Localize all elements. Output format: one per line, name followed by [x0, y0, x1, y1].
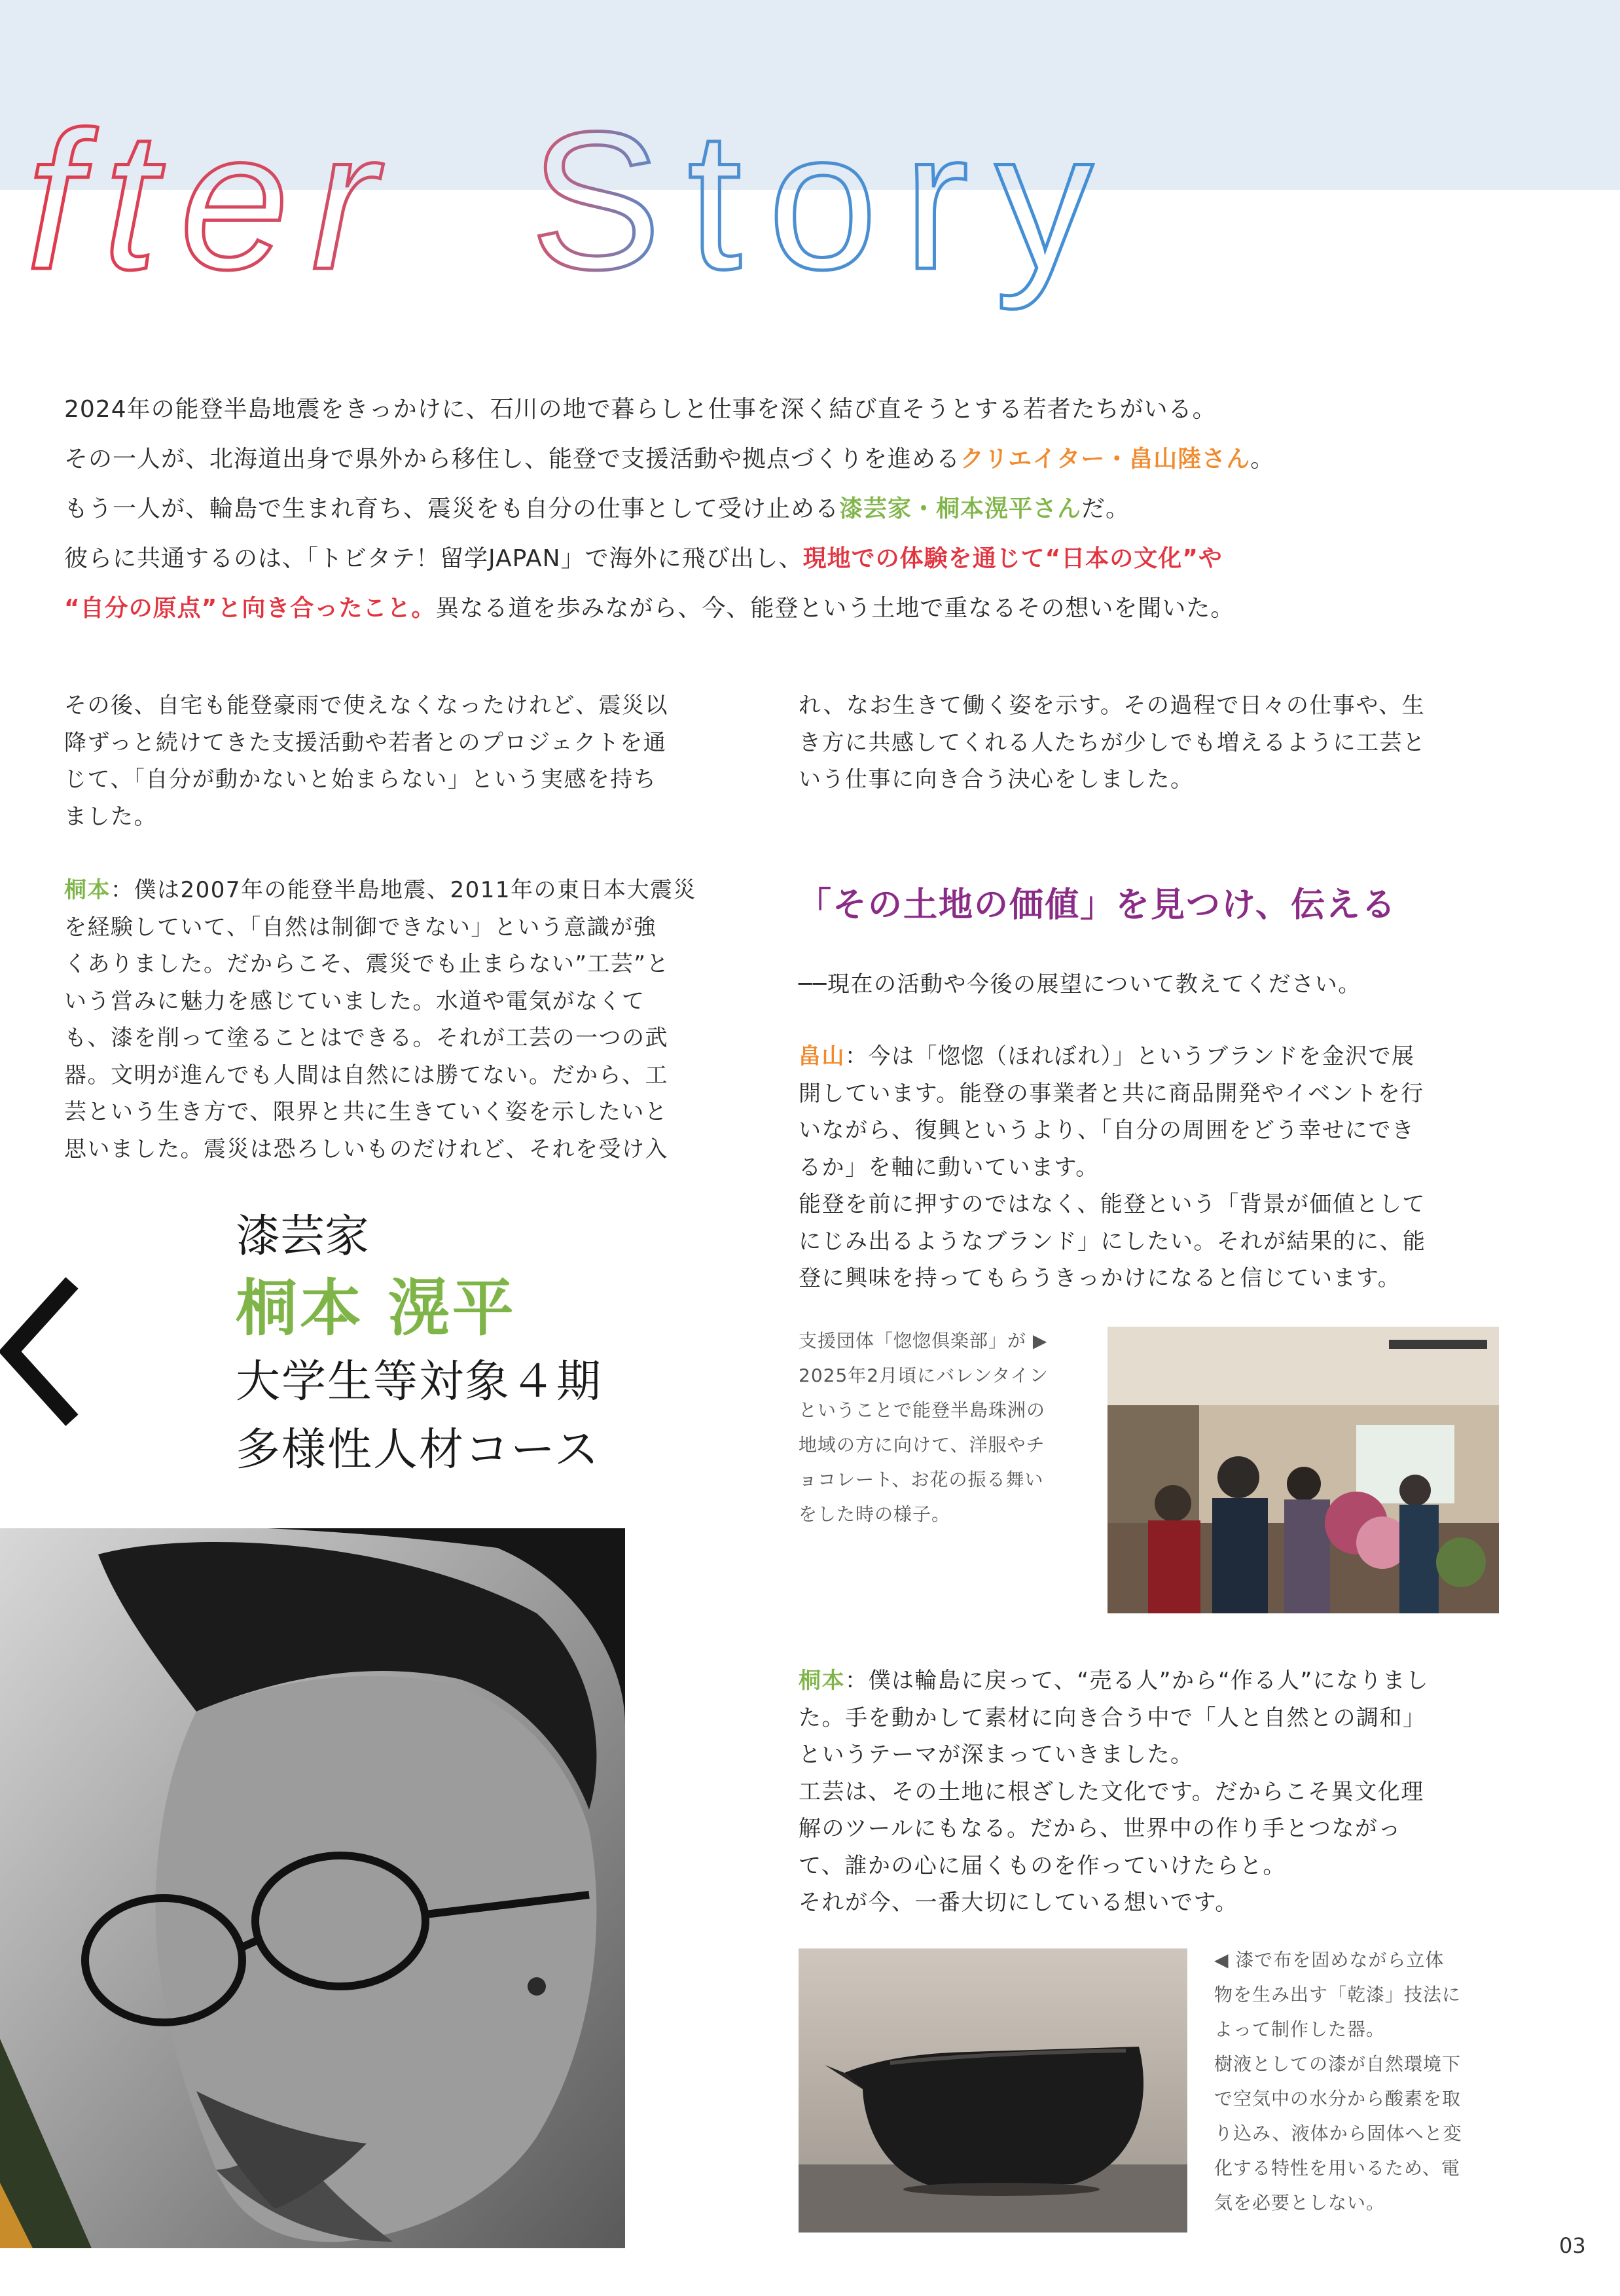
event-photo — [1107, 1327, 1499, 1613]
right-column-top: れ、なお生きて働く姿を示す。その過程で日々の仕事や、生 き方に共感してくれる人たちが少しでも増えるように工芸と いう仕事に向き合う決心をしました。 — [799, 692, 1426, 793]
profile-name: 桐本 滉平 — [236, 1273, 516, 1344]
intro-text — [64, 385, 1570, 634]
profile-role: 漆芸家 — [236, 1211, 370, 1263]
intro-line: その一人が、北海道出身で県外から移住し、能登で支援活動や拠点づくりを進めるクリエイター・畠山陸さん。 — [64, 446, 1275, 473]
highlight-hatakeyama: クリエイター・畠山陸さん — [960, 446, 1251, 473]
section-heading: 「その土地の価値」を見つけ、伝える — [797, 886, 1397, 925]
left-para-2: 桐本：僕は2007年の能登半島地震、2011年の東日本大震災 を経験していて、「自然は制御できない」という意識が強 くありました。だからこそ、震災でも止まらない”工芸”と いう営みに魅力を感じていました。水道や電気がなくて も、漆を削って塗ることはできる。それが工芸の一つの武 器。文明が進んでも人間は自然には勝てない。だから、工 芸という生き方で、限界と共に生きていく姿を示したいと 思いました。震災は恐ろしいものだけれど、それを受け入 — [64, 877, 697, 1162]
answer-kirimoto: 桐本：僕は輪島に戻って、“売る人”から“作る人”になりまし た。手を動かして素材に向き合う中で「人と自然との調和」 というテーマが深まっていきました。 工芸は、その土地に根ざした文化です。だからこそ異文化理 解のツールにもなる。だから、世界中の作り手とつながっ て、誰かの心に届くものを作っていけたらと。 それが今、一番大切にしている想いです。 — [799, 1668, 1430, 1916]
speaker-label: 桐本 — [799, 1668, 845, 1694]
speaker-label: 畠山 — [799, 1043, 845, 1069]
intro-line: 2024年の能登半島地震をきっかけに、石川の地で暮らしと仕事を深く結び直そうとする若者たちがいる。 — [64, 396, 1217, 423]
after-story-title — [0, 79, 1217, 367]
interview-question: ──現在の活動や今後の展望について教えてください。 — [799, 971, 1361, 997]
left-column — [64, 687, 751, 1168]
intro-line: “自分の原点”と向き合ったこと。異なる道を歩みながら、今、能登という土地で重なるその想いを聞いた。 — [64, 595, 1235, 622]
lacquer-bowl-photo — [799, 1948, 1187, 2233]
intro-line: 彼らに共通するのは、「トビタテ！留学JAPAN」で海外に飛び出し、現地での体験を通じて“日本の文化”や — [64, 545, 1223, 572]
title-word-fter: fter — [26, 90, 399, 310]
portrait-photo — [0, 1528, 625, 2248]
speaker-label: 桐本 — [64, 877, 111, 903]
highlight-origin: “自分の原点”と向き合ったこと。 — [64, 595, 436, 622]
photo-caption-bowl: ◀ 漆で布を固めながら立体 物を生み出す「乾漆」技法に よって制作した器。 樹液としての漆が自然環境下 で空気中の水分から酸素を取 り込み、液体から固体へと変 化する特性を用いるため、電 気を必要としない。 — [1214, 1949, 1462, 2214]
left-para-1: その後、自宅も能登豪雨で使えなくなったけれど、震災以 降ずっと続けてきた支援活動や若者とのプロジェクトを通 じて、「自分が動かないと始まらない」という実感を持ち ました。 — [64, 692, 668, 830]
photo-caption-event: 支援団体「惚惚倶楽部」が ▶ 2025年2月頃にバレンタイン ということで能登半島珠洲の 地域の方に向けて、洋服やチ ョコレート、お花の振る舞い をした時の様子。 — [799, 1330, 1049, 1525]
title-word-story: Story — [530, 90, 1120, 310]
answer-hatakeyama: 畠山：今は「惚惚（ほれぼれ）」というブランドを金沢で展 開しています。能登の事業者と共に商品開発やイベントを行 いながら、復興というより、「自分の周囲をどう幸せにでき るか」を軸に動いています。 能登を前に押すのではなく、能登という「背景が価値として にじみ出るようなブランド」にしたい。それが結果的に、能 登に興味を持ってもらうきっかけになると信じています。 — [799, 1043, 1426, 1291]
profile-block — [236, 1204, 602, 1484]
chevron-left-icon — [0, 1273, 85, 1430]
profile-program: 大学生等対象４期 — [236, 1356, 603, 1408]
profile-course: 多様性人材コース — [236, 1424, 600, 1476]
highlight-culture: 現地での体験を通じて“日本の文化”や — [802, 545, 1223, 572]
intro-line: もう一人が、輪島で生まれ育ち、震災をも自分の仕事として受け止める漆芸家・桐本滉平さんだ。 — [64, 495, 1130, 522]
page-number: 03 — [1559, 2233, 1586, 2258]
highlight-kirimoto: 漆芸家・桐本滉平さん — [839, 495, 1082, 522]
